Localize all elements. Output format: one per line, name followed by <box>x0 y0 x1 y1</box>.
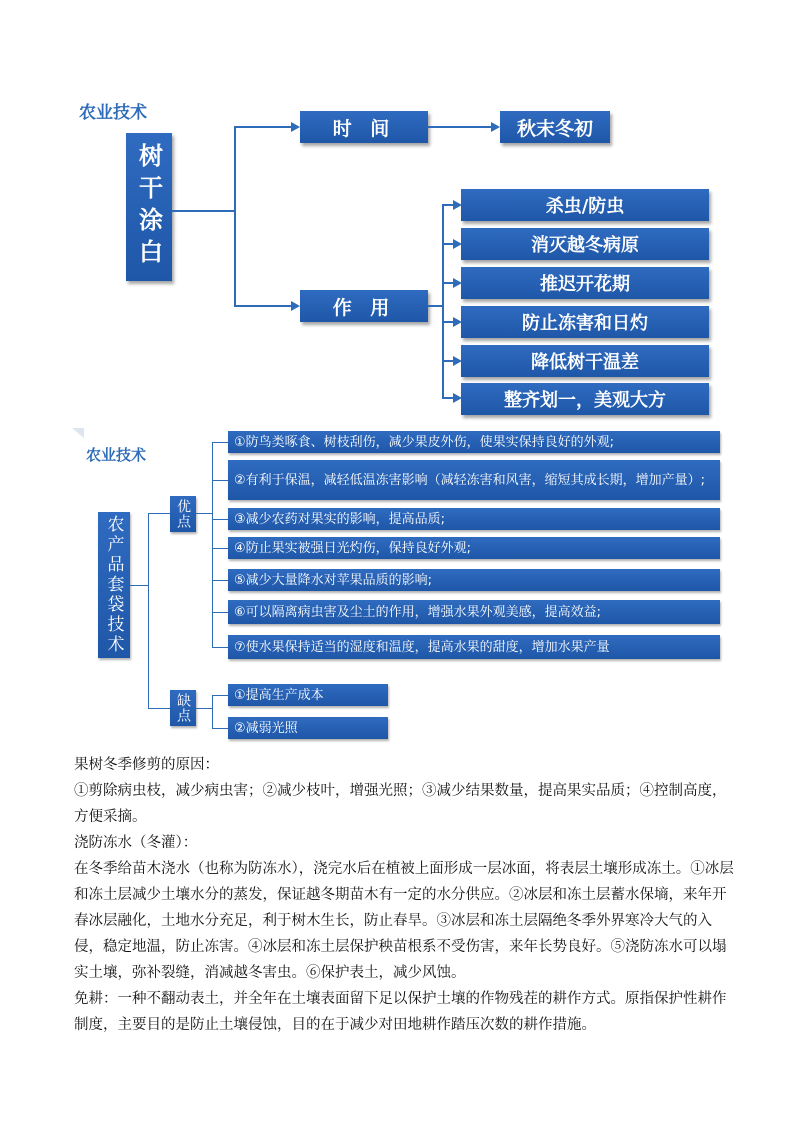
main-topic-box: 农产品套袋技术 <box>98 512 130 658</box>
paragraph: ①剪除病虫枝，减少病虫害；②减少枝叶，增强光照；③减少结果数量，提高果实品质；④控制高度，方便采摘。 <box>74 783 727 825</box>
cons-label-box: 缺点 <box>170 690 196 726</box>
connector <box>148 513 170 514</box>
connector <box>442 204 444 398</box>
pros-item: ④防止果实被强日光灼伤，保持良好外观; <box>228 537 720 559</box>
pros-label-box: 优点 <box>170 496 196 532</box>
paragraph: 免耕：一种不翻动表土，并全年在土壤表面留下足以保护土壤的作物残茬的耕作方式。原指保护性耕作制度，主要目的是防止土壤侵蚀，目的在于减少对田地耕作踏压次数的耕作措施。 <box>74 991 727 1033</box>
effect-label-box: 作 用 <box>300 290 428 322</box>
connector <box>212 480 228 481</box>
connector <box>234 126 236 306</box>
connector <box>212 695 213 728</box>
arrow-icon <box>291 122 300 132</box>
body-text <box>74 752 734 1038</box>
connector <box>212 612 228 613</box>
arrow-icon <box>291 301 300 311</box>
effect-item: 降低树干温差 <box>461 345 709 377</box>
connector <box>148 513 149 709</box>
connector <box>212 442 213 648</box>
connector <box>428 305 442 307</box>
effect-item: 杀虫/防虫 <box>461 189 709 221</box>
pros-item: ②有利于保温，减轻低温冻害影响（减轻冻害和风害，缩短其成长期，增加产量）; <box>228 460 720 500</box>
effect-item: 消灭越冬病原 <box>461 228 709 260</box>
connector <box>428 126 492 128</box>
connector <box>196 708 212 709</box>
diagram2-title: 农业技术 <box>86 446 147 464</box>
pros-item: ①防鸟类啄食、树枝刮伤，减少果皮外伤，使果实保持良好的外观; <box>228 431 720 453</box>
connector <box>212 728 228 729</box>
connector <box>130 585 148 586</box>
pros-item: ③减少农药对果实的影响，提高品质; <box>228 508 720 530</box>
time-value-box: 秋末冬初 <box>500 111 610 143</box>
effect-item: 防止冻害和日灼 <box>461 306 709 338</box>
paragraph: 浇防冻水（冬灌）： <box>74 835 198 851</box>
connector <box>212 647 228 648</box>
connector <box>212 580 228 581</box>
effect-item: 推迟开花期 <box>461 267 709 299</box>
main-topic-box: 树干涂白 <box>126 133 172 281</box>
connector <box>212 695 228 696</box>
diagram1-title: 农业技术 <box>79 103 147 123</box>
connector <box>212 519 228 520</box>
pros-item: ⑥可以隔离病虫害及尘土的作用，增强水果外观美感，提高效益; <box>228 600 720 624</box>
connector <box>234 126 292 128</box>
cons-item: ①提高生产成本 <box>228 684 388 706</box>
connector <box>172 210 234 212</box>
connector <box>212 548 228 549</box>
pros-item: ⑤减少大量降水对苹果品质的影响; <box>228 569 720 591</box>
connector <box>148 708 170 709</box>
connector <box>212 442 228 443</box>
pros-item: ⑦使水果保持适当的湿度和温度，提高水果的甜度，增加水果产量 <box>228 635 720 659</box>
arrow-icon <box>491 122 500 132</box>
time-label-box: 时 间 <box>300 111 428 143</box>
paragraph: 果树冬季修剪的原因： <box>74 757 219 773</box>
paragraph: 在冬季给苗木浇水（也称为防冻水），浇完水后在植被上面形成一层冰面，将表层土壤形成冻土。①冰层和冻土层减少土壤水分的蒸发，保证越冬期苗木有一定的水分供应。②冰层和冻土层蓄水保墒，来年开春冰层融化，土地水分充足，利于树木生长，防止春旱。③冰层和冻土层隔绝冬季外界寒冷大气的入侵，稳定地温，防止冻害。④冰层和冻土层保护秧苗根系不受伤害，来年长势良好。⑤浇防冻水可以塌实土壤，弥补裂缝，消减越冬害虫。⑥保护表土，减少风蚀。 <box>74 861 734 981</box>
cons-item: ②减弱光照 <box>228 717 388 739</box>
connector <box>196 513 212 514</box>
effect-item: 整齐划一，美观大方 <box>461 383 709 415</box>
page-curl-decoration <box>72 428 84 438</box>
connector <box>234 305 292 307</box>
